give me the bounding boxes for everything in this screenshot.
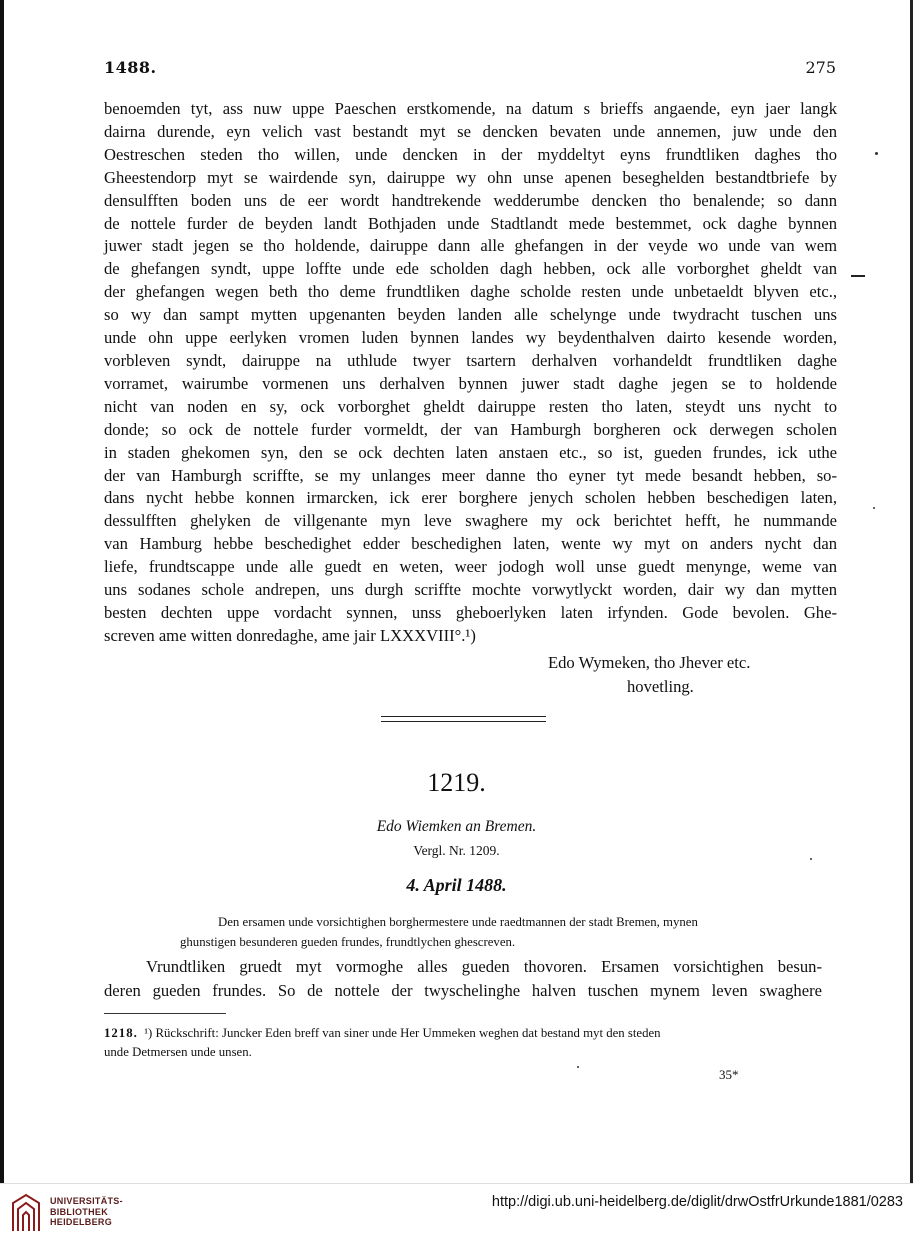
text-line: benoemden tyt, ass nuw uppe Paeschen erstkomende, na datum s brieffs angaende, eyn jaer langk bbox=[104, 99, 837, 118]
letter-line: Vrundtliken gruedt myt vormoghe alles gueden thovoren. Ersamen vorsichtighen besun- bbox=[146, 957, 822, 976]
text-line: dessulfften ghelyken de villgenante myn leve swaghere my ock berichtet hefft, he nummande bbox=[104, 511, 837, 531]
address-line: ghunstigen besunderen gueden frundes, frundtlychen ghescreven. bbox=[180, 935, 516, 949]
text-line: Gheestendorp myt se wairdende syn, dairuppe wy ohn unse apenen beseghelden bestandtbriefe by bbox=[104, 167, 837, 187]
footnote bbox=[104, 1024, 824, 1062]
library-name-line: UNIVERSITÄTS- bbox=[50, 1196, 123, 1206]
text-line: besten dechten uppe vordacht synnen, unss gheboerlyken laten irfynden. Gode bevolen. Ghe- bbox=[104, 602, 837, 622]
sheet-signature: 35* bbox=[719, 1067, 739, 1082]
library-name-line: HEIDELBERG bbox=[50, 1217, 113, 1227]
viewer-footer-bar bbox=[0, 1183, 913, 1250]
text-line: der ghefangen wegen beth tho deme frundtliken daghe scholde resten unde unbetaeldt blyven etc., bbox=[104, 282, 837, 302]
letter-address bbox=[180, 912, 820, 952]
text-line: densulfften boden uns de eer wordt handtrekende wedderumbe dencken tho benalende; so dann bbox=[104, 190, 837, 210]
scan-speck bbox=[810, 858, 812, 860]
university-library-logo-icon bbox=[10, 1193, 42, 1233]
scan-speck bbox=[873, 507, 875, 509]
text-line: uns sodanes schole andrepen, uns durgh scriffte mochte vorwytlyckt worden, dair wy dan mytten bbox=[104, 580, 837, 600]
text-line: vorbleven syndt, dairuppe na uthlude twyer tsartern derhalven vorhandeldt frundtliken daghe bbox=[104, 350, 837, 370]
signature-name: Edo Wymeken, tho Jhever etc. bbox=[548, 653, 751, 672]
section-divider bbox=[381, 716, 546, 722]
letter-line: deren gueden frundes. So de nottele der twyschelinghe halven tuschen mynem leven swaghere bbox=[104, 980, 822, 1000]
scan-speck bbox=[875, 152, 878, 155]
scan-speck bbox=[577, 1066, 579, 1068]
text-line: in staden ghekomen syn, den se ock dechten laten anstaen etc., so ist, gueden frundes, ick uthe bbox=[104, 442, 837, 462]
text-line: vorramet, wairumbe vormenen uns derhalven bynnen juwer stadt daghe jegen se to holdende bbox=[104, 373, 837, 393]
text-line: unde ohn uppe eerlyken vromen luden bynnen landes wy beydenthalven dairto kesende worden, bbox=[104, 328, 837, 348]
text-line: dairna durende, eyn velich vast bestandt myt se dencken bevaten unde annemen, juw unde den bbox=[104, 121, 837, 141]
library-name-line: BIBLIOTHEK bbox=[50, 1206, 108, 1217]
text-line: der van Hamburgh scriffte, se my unlanges meer danne tho eyner tyt mede besandt hebben, so- bbox=[104, 465, 837, 485]
library-name bbox=[50, 1196, 123, 1228]
text-line: Oestreschen steden tho willen, unde dencken in der myddeltyt eyns frundtliken daghes tho bbox=[104, 144, 837, 164]
document-title: Edo Wiemken an Bremen. bbox=[376, 818, 537, 835]
letter-body-1219 bbox=[104, 955, 822, 1002]
footnote-rule bbox=[104, 1013, 226, 1014]
text-line: dans nycht hebbe konnen irmarcken, ick erer borghere jenych scholen hebben beschedigen laten, bbox=[104, 488, 837, 508]
letter-body-1218 bbox=[104, 98, 837, 648]
footnote-number: 1218. bbox=[104, 1026, 138, 1040]
text-line: liefe, frundtscappe unde alle guedt en weten, weer jodogh woll unse guedt menynge, weme van bbox=[104, 557, 837, 577]
margin-mark bbox=[851, 275, 865, 277]
scan-edge-left bbox=[0, 0, 4, 1183]
page-header bbox=[104, 58, 836, 82]
address-line: Den ersamen unde vorsichtighen borghermestere unde raedtmannen der stadt Bremen, mynen bbox=[218, 915, 698, 929]
permalink-url[interactable]: http://digi.ub.uni-heidelberg.de/diglit/drwOstfrUrkunde1881/0283 bbox=[491, 1194, 903, 1210]
text-line: donde; so ock de nottele furder vormeldt, der van Hamburgh borgheren ock derwegen scholen bbox=[104, 419, 837, 439]
document-number: 1219. bbox=[427, 768, 486, 797]
footnote-text: ¹) Rückschrift: Juncker Eden breff van siner unde Her Ummeken weghen dat bestand myt den steden bbox=[144, 1026, 661, 1040]
text-line: de nottele furder de beyden landt Bothjaden unde Stadtlandt mede bestemmet, ock daghe bynnen bbox=[104, 213, 837, 233]
header-year: 1488. bbox=[104, 58, 157, 77]
document-date: 4. April 1488. bbox=[406, 875, 507, 895]
text-line: so wy dan sampt mytten upgenanten beyden landen alle schelynge unde twydracht tuschen uns bbox=[104, 305, 837, 325]
page-number: 275 bbox=[805, 58, 836, 77]
signature-title: hovetling. bbox=[627, 677, 694, 696]
text-line: van Hamburg hebbe beschedighet edder beschedighen laten, wente wy myt on anders nycht dan bbox=[104, 534, 837, 554]
footnote-line bbox=[104, 1024, 824, 1043]
text-line: nicht van noden en sy, ock vorborghet gheldt dairuppe resten tho laten, steydt uns nycht to bbox=[104, 396, 837, 416]
document-reference: Vergl. Nr. 1209. bbox=[413, 843, 500, 858]
footnote-line: unde Detmersen unde unsen. bbox=[104, 1045, 252, 1059]
text-line: de ghefangen syndt, uppe loffte unde ede scholden dagh hebben, ock alle vorborghet gheldt van bbox=[104, 259, 837, 279]
text-line: juwer stadt jegen se tho holdende, dairuppe dann alle ghefangen in der veyde wo unde van wem bbox=[104, 236, 837, 256]
text-line: screven ame witten donredaghe, ame jair LXXXVIII°.¹) bbox=[104, 625, 476, 645]
